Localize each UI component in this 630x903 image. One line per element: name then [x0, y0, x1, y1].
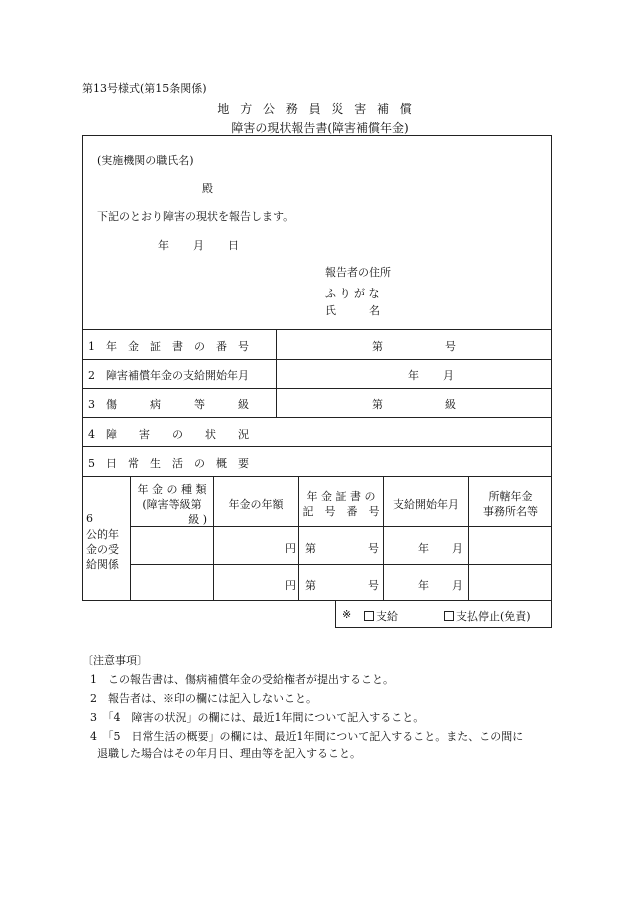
- row-column-divider: [276, 329, 277, 417]
- date-year[interactable]: 年: [158, 239, 169, 252]
- pension-row-divider: [130, 564, 552, 565]
- note-item: 1 この報告書は、傷病補償年金の受給権者が提出すること。: [90, 673, 394, 686]
- date-day[interactable]: 日: [228, 239, 239, 252]
- title-line2: 障害の現状報告書(障害補償年金): [231, 121, 409, 135]
- agency-label: (実施機関の職氏名): [97, 154, 194, 167]
- pension-col-divider: [383, 476, 384, 601]
- name-label: 氏 名: [325, 304, 380, 317]
- title-line1: 地方公務員災害補償: [217, 102, 423, 116]
- header-office-2: 事務所名等: [483, 505, 538, 518]
- row1-go: 号: [445, 340, 456, 353]
- row-a-month: 月: [452, 542, 463, 555]
- date-month[interactable]: 月: [193, 239, 204, 252]
- furigana-label: ふ り が な: [325, 287, 380, 300]
- row-a-year: 年: [418, 542, 429, 555]
- checkbox-icon: [444, 611, 454, 621]
- row-divider: [82, 446, 552, 447]
- row-a-go: 号: [368, 542, 379, 555]
- pension-side-label-2: 公的年: [86, 528, 119, 541]
- row2-year: 年: [408, 369, 419, 382]
- row-b-year: 年: [418, 579, 429, 592]
- row-a-dai: 第: [305, 542, 316, 555]
- header-office-1: 所轄年金: [488, 490, 533, 503]
- note-item: 4 「5 日常生活の概要」の欄には、最近1年間について記入すること。また、この間に: [90, 730, 524, 743]
- row-b-yen: 円: [285, 579, 296, 592]
- row-divider: [82, 329, 552, 330]
- pay-checkbox[interactable]: [364, 608, 398, 624]
- header-kind-3: 級 ): [188, 513, 207, 526]
- header-kind-2: (障害等級第: [142, 498, 202, 511]
- pension-side-label-1: 6: [86, 512, 93, 525]
- row2-label: 2 障害補償年金の支給開始年月: [88, 369, 249, 382]
- row1-label: 1 年 金 証 書 の 番 号: [88, 340, 249, 353]
- row-b-month: 月: [452, 579, 463, 592]
- checkbox-icon: [364, 611, 374, 621]
- stop-label: 支払停止(免責): [456, 610, 531, 623]
- pay-label: 支給: [376, 610, 398, 623]
- note-item-continuation: 退職した場合はその年月日、理由等を記入すること。: [97, 747, 361, 760]
- row-a-yen: 円: [285, 542, 296, 555]
- row2-month: 月: [443, 369, 454, 382]
- row-b-dai: 第: [305, 579, 316, 592]
- note-item: 3 「4 障害の状況」の欄には、最近1年間について記入すること。: [90, 711, 425, 724]
- stop-checkbox[interactable]: [444, 608, 531, 624]
- pension-side-label-4: 給関係: [86, 558, 119, 571]
- office-use-mark: ※: [342, 608, 352, 621]
- pension-side-label-3: 金の受: [86, 543, 119, 556]
- row-divider: [82, 417, 552, 418]
- row4-label: 4 障 害 の 状 況: [88, 428, 249, 441]
- form-number: 第13号様式(第15条関係): [82, 82, 207, 95]
- row-b-go: 号: [368, 579, 379, 592]
- row-divider: [82, 359, 552, 360]
- row-divider: [82, 476, 552, 477]
- row-divider: [82, 388, 552, 389]
- header-cert-1: 年 金 証 書 の: [306, 490, 376, 503]
- header-cert-2: 記 号 番 号: [302, 505, 380, 518]
- honorific: 殿: [202, 182, 213, 195]
- header-amount: 年金の年額: [228, 498, 284, 511]
- note-item: 2 報告者は、※印の欄には記入しないこと。: [90, 692, 317, 705]
- statement: 下記のとおり障害の現状を報告します。: [97, 210, 295, 223]
- header-start: 支給開始年月: [393, 498, 459, 511]
- notes-heading: 〔注意事項〕: [82, 654, 148, 667]
- row3-dai: 第: [372, 398, 383, 411]
- row1-dai: 第: [372, 340, 383, 353]
- pension-col-divider: [213, 476, 214, 601]
- row3-label: 3 傷 病 等 級: [88, 398, 249, 411]
- reporter-address-label: 報告者の住所: [325, 266, 391, 279]
- row3-kyu: 級: [445, 398, 456, 411]
- row5-label: 5 日 常 生 活 の 概 要: [88, 457, 249, 470]
- header-kind-1: 年 金 の 種 類: [137, 483, 207, 496]
